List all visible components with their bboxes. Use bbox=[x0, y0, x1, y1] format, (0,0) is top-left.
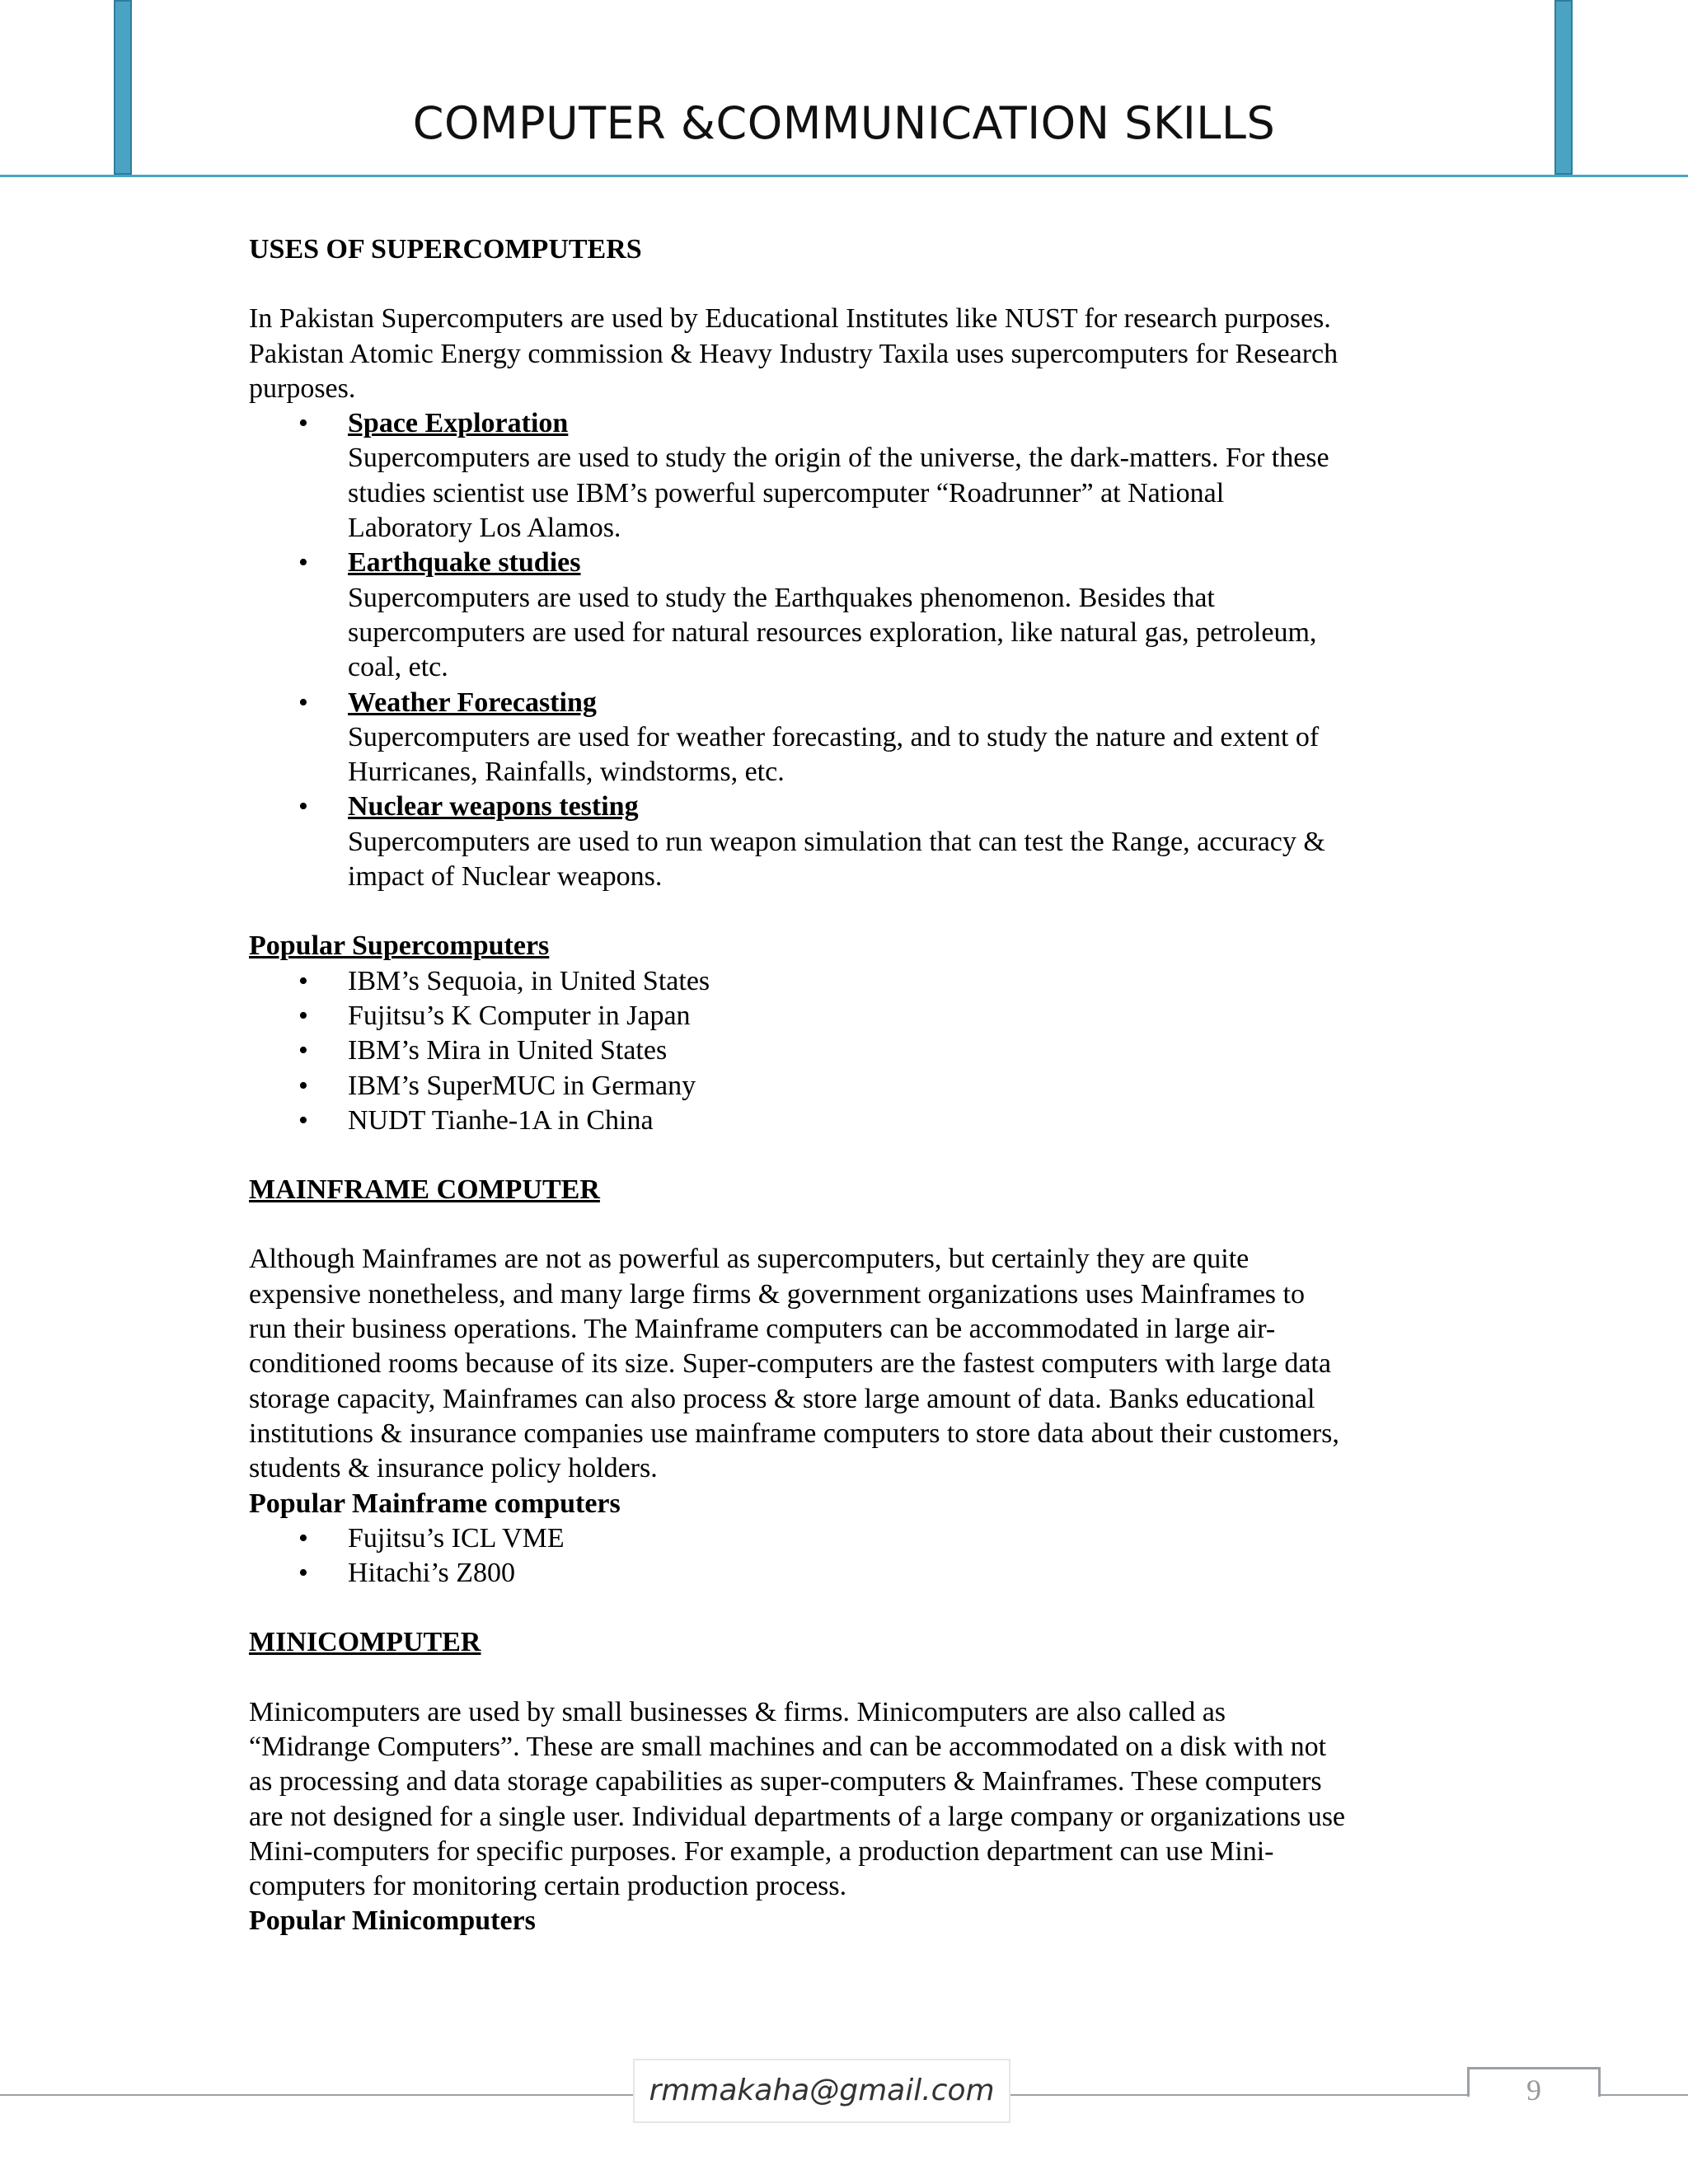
bullet-icon: • bbox=[298, 1000, 308, 1031]
paragraph-line: Supercomputers are used to study the origin of the universe, the dark-matters. For these bbox=[348, 443, 1329, 474]
paragraph-line: Mini-computers for specific purposes. For example, a production department can use Mini- bbox=[249, 1835, 1274, 1867]
page-number: 9 bbox=[1526, 2074, 1541, 2107]
section-heading-mini: MINICOMPUTER bbox=[249, 1627, 481, 1658]
list-item-text: IBM’s SuperMUC in Germany bbox=[348, 1070, 696, 1101]
paragraph-line: Supercomputers are used for weather forecasting, and to study the nature and extent of bbox=[348, 721, 1320, 752]
bullet-icon: • bbox=[298, 965, 308, 996]
paragraph-line: are not designed for a single user. Individual departments of a large company or organizations use bbox=[249, 1801, 1346, 1832]
paragraph-line: as processing and data storage capabilities as super-computers & Mainframes. These computers bbox=[249, 1766, 1322, 1797]
list-item-text: IBM’s Sequoia, in United States bbox=[348, 965, 710, 996]
list-item bbox=[249, 686, 1452, 790]
footer-rule-left bbox=[0, 2094, 633, 2096]
footer-rule-middle bbox=[1010, 2094, 1467, 2096]
header-rule bbox=[0, 175, 1688, 177]
paragraph-line: institutions & insurance companies use mainframe computers to store data about their customers, bbox=[249, 1418, 1339, 1449]
list-item bbox=[249, 1104, 1452, 1138]
list-item bbox=[249, 1069, 1452, 1104]
bullet-icon: • bbox=[298, 1035, 308, 1066]
subheading-popular-mini: Popular Minicomputers bbox=[249, 1905, 536, 1937]
paragraph-line: Supercomputers are used to study the Earthquakes phenomenon. Besides that bbox=[348, 582, 1215, 613]
paragraph-line: students & insurance policy holders. bbox=[249, 1453, 658, 1484]
list-item bbox=[249, 999, 1452, 1033]
page-header-title: COMPUTER &COMMUNICATION SKILLS bbox=[412, 97, 1276, 149]
list-item bbox=[249, 964, 1452, 999]
subheading-popular-mainframe: Popular Mainframe computers bbox=[249, 1488, 621, 1519]
bullet-icon: • bbox=[298, 547, 308, 579]
popular-super-list bbox=[249, 964, 1452, 1138]
document-body bbox=[249, 232, 1452, 1939]
list-item bbox=[249, 1521, 1452, 1556]
bullet-icon: • bbox=[298, 1070, 308, 1101]
paragraph-line: Pakistan Atomic Energy commission & Heavy Industry Taxila uses supercomputers for Research bbox=[249, 338, 1339, 369]
list-item-text: NUDT Tianhe-1A in China bbox=[348, 1104, 654, 1136]
list-item bbox=[249, 406, 1452, 546]
popular-mainframe-list bbox=[249, 1521, 1452, 1591]
section-heading-popular-super: Popular Supercomputers bbox=[249, 930, 550, 962]
paragraph-line: computers for monitoring certain production process. bbox=[249, 1871, 847, 1902]
paragraph-line: run their business operations. The Mainframe computers can be accommodated in large air- bbox=[249, 1314, 1276, 1345]
uses-list bbox=[249, 406, 1452, 894]
paragraph-line: In Pakistan Supercomputers are used by Educational Institutes like NUST for research purposes. bbox=[249, 303, 1331, 335]
paragraph-line: Hurricanes, Rainfalls, windstorms, etc. bbox=[348, 757, 785, 788]
paragraph-line: supercomputers are used for natural resources exploration, like natural gas, petroleum, bbox=[348, 616, 1317, 648]
paragraph-line: Laboratory Los Alamos. bbox=[348, 513, 621, 544]
list-item bbox=[249, 790, 1452, 894]
paragraph-line: coal, etc. bbox=[348, 652, 448, 683]
footer-email[interactable]: rmmakaha@gmail.com bbox=[633, 2059, 1010, 2123]
list-item bbox=[249, 1033, 1452, 1068]
paragraph-line: conditioned rooms because of its size. Super-computers are the fastest computers with large data bbox=[249, 1348, 1331, 1380]
list-item-text: Fujitsu’s K Computer in Japan bbox=[348, 1000, 691, 1031]
bullet-icon: • bbox=[298, 791, 308, 823]
bullet-icon: • bbox=[298, 1558, 308, 1589]
section-heading-mainframe: MAINFRAME COMPUTER bbox=[249, 1174, 600, 1206]
bullet-icon: • bbox=[298, 1104, 308, 1136]
paragraph-line: Minicomputers are used by small businesses & firms. Minicomputers are also called as bbox=[249, 1696, 1226, 1727]
list-item-title: Earthquake studies bbox=[348, 547, 581, 579]
paragraph-line: studies scientist use IBM’s powerful supercomputer “Roadrunner” at National bbox=[348, 477, 1225, 509]
list-item-title: Weather Forecasting bbox=[348, 687, 597, 718]
bullet-icon: • bbox=[298, 408, 308, 439]
list-item-text: IBM’s Mira in United States bbox=[348, 1035, 668, 1066]
list-item-text: Hitachi’s Z800 bbox=[348, 1558, 516, 1589]
paragraph-line: purposes. bbox=[249, 373, 356, 404]
list-item-title: Nuclear weapons testing bbox=[348, 791, 639, 823]
paragraph-line: Although Mainframes are not as powerful as supercomputers, but certainly they are quite bbox=[249, 1244, 1250, 1275]
list-item-title: Space Exploration bbox=[348, 408, 569, 439]
bullet-icon: • bbox=[298, 687, 308, 718]
paragraph-line: storage capacity, Mainframes can also process & store large amount of data. Banks educational bbox=[249, 1383, 1315, 1414]
list-item bbox=[249, 1556, 1452, 1591]
list-item-text: Fujitsu’s ICL VME bbox=[348, 1522, 565, 1554]
paragraph-line: expensive nonetheless, and many large firms & government organizations uses Mainframes to bbox=[249, 1278, 1305, 1310]
list-item bbox=[249, 546, 1452, 685]
footer-rule-right bbox=[1601, 2094, 1688, 2096]
paragraph-line: “Midrange Computers”. These are small machines and can be accommodated on a disk with not bbox=[249, 1731, 1327, 1762]
paragraph-line: impact of Nuclear weapons. bbox=[348, 861, 663, 893]
paragraph-line: Supercomputers are used to run weapon simulation that can test the Range, accuracy & bbox=[348, 826, 1325, 857]
section-heading-uses: USES OF SUPERCOMPUTERS bbox=[249, 234, 642, 265]
bullet-icon: • bbox=[298, 1522, 308, 1554]
